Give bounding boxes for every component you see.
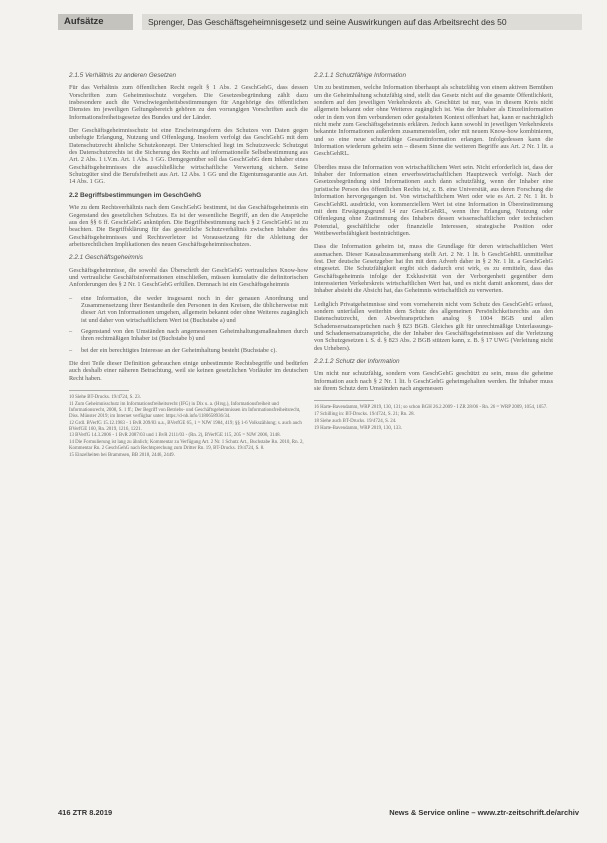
paragraph: Für das Verhältnis zum öffentlichen Recht regelt § 1 Abs. 2 GeschGehG, dass dessen Vorschriften zum Geheimnisschutz vorgehen. Die Gesetzesbegründung zählt dazu insbesondere auch die Verschwiegenheitsbestimmungen für Angehörige des öffentlichen Dienstes im jeweiligen Geltungsbereich gehören zu den vorrangigen Vorschriften auch die Informationsfreiheitsgesetze des Bundes und der Länder. (69, 84, 308, 121)
footnote: 12 Grdl. BVerfG 15.12.1983 - 1 BvR 209/83 u.a., BVerfGE 65, 1 = NJW 1984, 419; §§ 1-6 Volkszählung; s. auch auch BVerfGE 160, Rn. 2019, 1216, 1221. (69, 420, 302, 432)
footnote: 11 Zum Geheimnisschutz im Informationsfreiheitsrecht (IFG) in Dix u. a. (Hrsg.), Informationsfreiheit und Informationsrecht, 2008, S. 1 ff.; Der Begriff von Betriebs- und Geschäftsgeheimnissen im Informationsfreiheitsrecht, Diss. Münster 2019; im Internet verfügbar unter: https://d-nb.info/1180658936/34. (69, 401, 301, 419)
section-tag: Aufsätze (58, 14, 133, 30)
footnote: 19 Harte-Bavendamm, WRP 2019, 130, 133. (314, 426, 402, 432)
paragraph: Wie zu dem Rechtsverhältnis nach dem GeschGehG bestimmt, ist das Geschäftsgeheimnis ein Gegenstand des gesetzlichen Schutzes. Es ist der wesentliche Begriff, an den die Ansprüche aus den §§ 6 ff. GeschGehG anknüpfen. Die Begriffsbestimmung nach § 2 GeschGehG ist zu beachten. Die Begriffsklärung für das gesetzliche Schutzverhältnis zwischen Inhaber des Geschäftsgeheimnisses und Rechtsverletzer ist Voraussetzung für die Ableitung der arbeitsrechtlichen Implikationen des neuen Geschäftsgeheimnisschutzes. (69, 204, 308, 248)
list-item: – Gegenstand von den Umständen nach angemessenen Geheimhaltungsmaßnahmen durch ihren rechtmäßigen Inhaber ist (Buchstabe b) und (69, 328, 308, 343)
list-item: – bei der ein berechtigtes Interesse an der Geheimhaltung besteht (Buchstabe c). (69, 347, 308, 354)
footnote: 10 Siehe BT-Drucks. 19/4724, S. 23. (69, 395, 141, 401)
footnote: 17 Schilling in: BT-Drucks. 19/4724, S. 21; Rn. 28. (314, 412, 415, 418)
page-header (0, 0, 607, 38)
paragraph: Um nicht nur schutzfähig, sondern vom GeschGehG geschützt zu sein, muss die geheime Information auch nach § 2 Nr. 1 lit. b GeschGehG geheimgehalten werden. Ihr Inhaber muss sie ihrem Schutz dem Umständen nach angemessen (314, 370, 553, 393)
footnote: 16 Harte-Bavendamm, WRP 2019, 130, 131; so schon BGH 26.2.2009 - I ZR 28/06 - Rn. 26 = WRP 2009, 1054, 1057. (314, 405, 548, 411)
footnote: 14 Die Formulierung ist lang zu ähnlich; Kommentar zu Verfügung Art. 2 Nr. 1 Schutz Art., Buchstabe Rn. 2010, Rn. 2, Kommentar Rn. 2 GeschGehG nach Rechtsprechung zum Dritter Rn. 19, BT-Drucks. 19/4724, S. 8. (69, 440, 304, 452)
heading-2-2-1-1: 2.2.1.1 Schutzfähige Information (314, 72, 407, 79)
definition-list (69, 295, 308, 354)
heading-2-1-5: 2.1.5 Verhältnis zu anderen Gesetzen (69, 72, 177, 79)
running-head: Sprenger, Das Geschäftsgeheimnisgesetz und seine Auswirkungen auf das Arbeitsrecht des 50 (142, 14, 582, 30)
footnote-rule (69, 390, 129, 391)
paragraph: Dass die Information geheim ist, muss die Grundlage für deren wirtschaftlichen Wert ausmachen. Dieser Kausalzusammenhang stellt Art. 2 Nr. 1 lit. b GeschGehRL unmittelbar fest. Der deutsche Gesetzgeber hat ihn mit dem Adverb daher in § 2 Nr. 1 lit. a GeschGehG eingesetzt. Die Schutzfähigkeit ergibt sich dadurch erst wirk, es zu ermitteln, dass das Geschäftsgeheimnis infolge der Exklusivität von der Verborgenheit gegenüber dem interessierten Verkehrskreis wirtschaftlichen Wert hat, und es nicht damit ankommt, dass der Inhaber absieht die Absicht hat, das Geheimnis wirtschaftlich zu verwerten. (314, 243, 553, 295)
paragraph: Lediglich Privatgeheimnisse sind vom vorneherein nicht vom Schutz des GeschGehG erfasst, sondern unterfallen weiterhin dem Schutz des allgemeinen Persönlichkeitsrechts aus den Datenschutzrecht, den Abwehransprüchen analog § 1004 BGB und allen Schadensersatzansprüchen nach § 823 BGB. Gleiches gilt für unrechtmäßige Unterlassungs- und Schadensersatzansprüche, die der Inhaber des Geschäftsgeheimnisses auf die Verletzung von Schutzgesetzen i. S. d. § 823 Abs. 2 BGB stützen kann, z. B. § 17 UWG (Verleitung nicht des Urhebers). (314, 300, 553, 352)
heading-2-2: 2.2 Begriffsbestimmungen im GeschGehG (69, 191, 202, 199)
paragraph: Der Geschäftsgeheimnisschutz ist eine Erscheinungsform des Schutzes von Daten gegen unbefugte Erlangung, Nutzung und Offenlegung. Insofern verfolgt das GeschGehG mit dem Datenschutzrecht ähnliche Schutzkonzept. Der Unterschied liegt im Schutzzweck: Schutzgut des Datenschutzrechts ist die Sicherung des Rechts auf informationelle Selbstbestimmung aus Art. 2 Abs. 1 i.V.m. Art. 1 Abs. 1 GG. Demgegenüber soll das GeschGehG dem Inhaber eines Geschäftsgeheimnisses die ausschließliche wirtschaftliche Verwertung sichern. Seine Schutzgüter sind die Berufsfreiheit aus Art. 12 Abs. 1 GG und die Eigentumsgarantie aus Art. 14 Abs. 1 GG. (69, 127, 308, 186)
right-column (314, 72, 553, 433)
archive-link[interactable]: News & Service online – www.ztr-zeitschrift.de/archiv (389, 808, 579, 817)
page-footer (0, 808, 607, 824)
paragraph: Geschäftsgeheimnisse, die sowohl das Überschrift der GeschGehG vertrauliches Know-how und vertrauliche Geschäftsinformationen einschließen, müssen kumulativ die definitorischen Anforderungen des § 2 Nr. 1 GeschGehG erfüllen. Demnach ist ein Geschäftsgeheimnis (69, 266, 308, 289)
left-column (69, 72, 308, 460)
heading-2-2-1-2: 2.2.1.2 Schutz der Information (314, 358, 400, 366)
footnote: 13 BVerfG 14.3.2006 - 1 BvR 2087/03 und 1 BvR 2111/03 - (Rn. 2), BVerfGE 115, 205 = NJW 2006, 3148. (69, 433, 281, 439)
paragraph: Überdies muss die Information von wirtschaftlichem Wert sein. Nicht erforderlich ist, dass der Inhaber der Information einen erwerbswirtschaftlichen Hauptzweck verfolgt. Nach der Gesetzesbegründung sind Informationen auch dann schutzfähig, wenn der Inhaber eine juristische Person des öffentlichen Rechts ist, z. B. eine Universität, aus deren Forschung die Information hervorgegangen ist. Von wirtschaftlichem Wert oder wie es Art. 2 Nr. 1 lit. b GeschGehRL ausdrückt, von kommerziellem Wert ist eine Information in Übereinstimmung mit dem Erwägungsgrund 14 zur GeschGehRL, wenn ihre Erlangung, Nutzung oder Offenlegung ohne Zustimmung des Inhabers dessen wissenschaftlichen oder technischen Potenzial, geschäftliche oder finanzielle Interessen, strategische Position oder Wettbewerbsfähigkeit beeinträchtigen. (314, 163, 553, 237)
footnote-rule (314, 400, 374, 401)
paragraph: Um zu bestimmen, welche Information überhaupt als schutzfähig von einem aktiven Bemühen um die Geheimhaltung schutzfähig sind, stellt das Gesetz nicht auf die gesamte Öffentlichkeit, sondern auf den jeweiligen Verkehrskreis ab. Geschützt ist nur, was in diesem Kreis nicht allgemein bekannt oder ohne Weiteres zugänglich ist. Was der Inhaber als Einzelinformation oder in dem von ihm verbundenen oder gestalteten Kontext offenbart hat, kann er nachträglich nicht mehr zum Geschäftsgeheimnis erklären. Jedoch kann sowohl in jeweiligen Verkehrskreis bekannte Informationen außerdem zusammenstellen, oder mit neuem Know-how kombinieren, und so eine neue schutzfähige Gesamtinformation erlangen. Infolgedessen kann die Information wiederum geheim sein – diesem Sinne die weiteren Begriffe aus Art. 2 Nr. 1 lit. a GeschGehRL. (314, 84, 553, 158)
footnote: 18 Siehe auch BT-Drucks. 19/4724, S. 24. (314, 419, 397, 425)
list-item: – eine Information, die weder insgesamt noch in der genauen Anordnung und Zusammensetzung ihrer Bestandteile den Personen in den Kreisen, die üblicherweise mit dieser Art von Informationen umgehen, allgemein bekannt oder ohne Weiteres zugänglich ist und daher von wirtschaftlichem Wert ist (Buchstabe a) und (69, 295, 308, 324)
footnote: 15 Einzelheiten bei Brammsen, BB 2018, 2446, 2449. (69, 453, 175, 459)
heading-2-2-1: 2.2.1 Geschäftsgeheimnis (69, 254, 143, 262)
paragraph: Die drei Teile dieser Definition gebrauchen einige unbestimmte Rechtsbegriffe und bedürfen auch deshalb einer näheren Betrachtung, weil sie keinen gesetzlichen Vorläufer im deutschen Recht haben. (69, 360, 308, 382)
page-number: 416 ZTR 8.2019 (58, 808, 113, 817)
